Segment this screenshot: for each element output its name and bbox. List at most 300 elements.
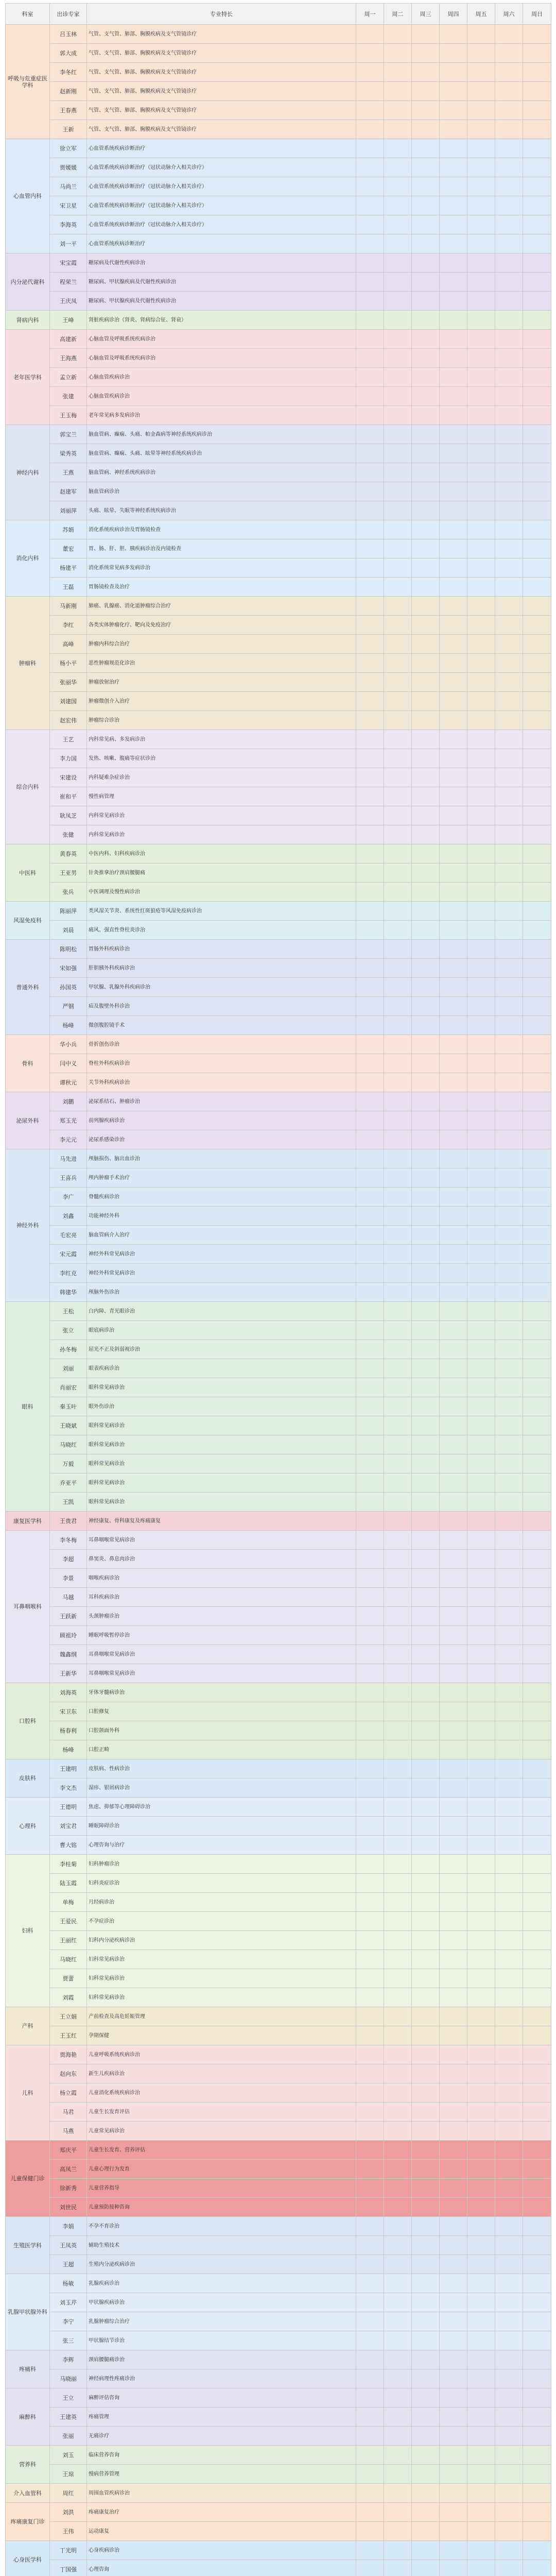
doctor-cell: 丁光明 [50,2541,87,2560]
schedule-slot [523,2312,551,2331]
schedule-slot [356,177,384,196]
schedule-slot [523,1111,551,1130]
table-row [6,749,551,768]
schedule-slot [495,120,523,139]
specialty-cell: 胃、肠、肝、胆、胰疾病诊治及内镜检查 [87,539,356,558]
schedule-slot [440,1759,467,1778]
schedule-slot [384,844,412,863]
schedule-slot [412,1683,440,1702]
schedule-slot [495,883,523,902]
specialty-cell: 颅脑外伤诊治 [87,1283,356,1302]
doctor-cell: 程荣兰 [50,273,87,292]
table-row [6,1130,551,1149]
schedule-slot [495,1283,523,1302]
schedule-slot [523,1988,551,2007]
schedule-slot [384,2312,412,2331]
schedule-slot [467,2236,495,2255]
schedule-slot [384,2408,412,2427]
schedule-slot [495,1778,523,1798]
table-row [6,1416,551,1435]
schedule-slot [412,883,440,902]
schedule-slot [356,2217,384,2236]
specialty-cell: 耳科疾病诊治 [87,1588,356,1607]
schedule-slot [356,1188,384,1207]
schedule-slot [384,558,412,578]
schedule-slot [495,1035,523,1054]
schedule-slot [467,1454,495,1473]
table-row [6,368,551,387]
schedule-slot [356,1473,384,1493]
schedule-slot [467,215,495,234]
schedule-slot [467,654,495,673]
col-header: 周一 [356,4,384,25]
doctor-cell: 郭大成 [50,44,87,63]
schedule-slot [412,654,440,673]
schedule-slot [412,863,440,883]
schedule-slot [495,330,523,349]
schedule-slot [523,1969,551,1988]
table-row [6,863,551,883]
doctor-cell: 王贵君 [50,1512,87,1531]
schedule-slot [523,1130,551,1149]
schedule-slot [412,273,440,292]
schedule-slot [384,2427,412,2446]
schedule-slot [356,558,384,578]
department-cell: 康复医学科 [6,1512,50,1531]
table-row [6,2484,551,2503]
specialty-cell: 脑血管病、癫痫、头痛、帕金森病等神经系统疾病诊治 [87,425,356,444]
schedule-slot [412,1111,440,1130]
schedule-slot [356,1454,384,1473]
table-row [6,2007,551,2026]
doctor-cell: 贾蕾 [50,1969,87,1988]
schedule-slot [384,730,412,749]
schedule-slot [384,1397,412,1416]
schedule-slot [467,2045,495,2064]
schedule-slot [440,902,467,921]
schedule-slot [356,1378,384,1397]
schedule-slot [412,1245,440,1264]
schedule-slot [440,2217,467,2236]
doctor-cell: 张三 [50,2331,87,2350]
schedule-slot [356,1702,384,1721]
specialty-cell: 神经外科常见病诊治 [87,1264,356,1283]
schedule-slot [440,2446,467,2465]
schedule-slot [384,2541,412,2560]
specialty-cell: 神经外科常见病诊治 [87,1245,356,1264]
department-cell: 普通外科 [6,940,50,1035]
schedule-slot [440,1740,467,1759]
schedule-slot [467,578,495,597]
schedule-slot [495,444,523,463]
schedule-slot [356,902,384,921]
department-cell: 疼痛科 [6,2350,50,2388]
schedule-slot [495,1664,523,1683]
schedule-slot [412,1340,440,1359]
schedule-slot [384,158,412,177]
schedule-slot [495,1721,523,1740]
schedule-slot [495,1607,523,1626]
specialty-cell: 耳鼻咽喉常见病诊治 [87,1664,356,1683]
schedule-slot [467,2083,495,2103]
schedule-slot [356,349,384,368]
schedule-slot [356,2045,384,2064]
doctor-cell: 马越 [50,1588,87,1607]
table-row [6,1550,551,1569]
schedule-slot [356,2007,384,2026]
schedule-slot [356,1969,384,1988]
schedule-slot [356,2274,384,2293]
table-row [6,2217,551,2236]
schedule-slot [467,2293,495,2312]
specialty-cell: 心血管系统疾病诊断治疗 [87,234,356,253]
schedule-slot [467,444,495,463]
schedule-slot [523,2026,551,2045]
table-row [6,82,551,101]
table-row [6,1493,551,1512]
schedule-slot [384,2103,412,2122]
doctor-cell: 王峰 [50,311,87,330]
table-row [6,1283,551,1302]
schedule-slot [440,2160,467,2179]
schedule-slot [467,1435,495,1454]
department-cell: 中医科 [6,844,50,902]
schedule-slot [356,2503,384,2522]
schedule-slot [495,1931,523,1950]
schedule-slot [384,1416,412,1435]
schedule-slot [440,654,467,673]
schedule-slot [440,1416,467,1435]
schedule-slot [467,2217,495,2236]
schedule-slot [440,2427,467,2446]
schedule-slot [384,120,412,139]
schedule-slot [523,2045,551,2064]
department-cell: 心理科 [6,1798,50,1855]
table-row [6,1759,551,1778]
schedule-slot [412,2312,440,2331]
doctor-cell: 马晓红 [50,1950,87,1969]
department-cell: 呼吸与危重症医学科 [6,25,50,139]
schedule-slot [523,2160,551,2179]
schedule-slot [440,425,467,444]
schedule-slot [384,2064,412,2083]
schedule-slot [440,1683,467,1702]
table-row [6,2331,551,2350]
schedule-slot [467,139,495,158]
table-row [6,2446,551,2465]
specialty-cell: 眼表疾病诊治 [87,1359,356,1378]
table-row [6,2274,551,2293]
schedule-slot [495,2541,523,2560]
schedule-slot [440,253,467,273]
schedule-slot [384,2293,412,2312]
schedule-slot [523,616,551,635]
schedule-slot [467,2331,495,2350]
schedule-slot [412,1798,440,1817]
schedule-slot [384,1931,412,1950]
schedule-slot [384,1702,412,1721]
schedule-slot [467,2350,495,2369]
specialty-cell: 心脑血管及呼吸系统疾病诊治 [87,349,356,368]
schedule-slot [384,940,412,959]
specialty-cell: 气管、支气管、肺部、胸膜疾病及支气管镜诊疗 [87,82,356,101]
schedule-slot [440,2522,467,2541]
doctor-cell: 李红克 [50,1264,87,1283]
schedule-slot [523,2236,551,2255]
schedule-slot [412,1073,440,1092]
schedule-slot [523,1283,551,1302]
schedule-slot [495,787,523,806]
doctor-cell: 韩建华 [50,1283,87,1302]
schedule-slot [467,1988,495,2007]
schedule-slot [440,1836,467,1855]
specialty-cell: 气管、支气管、肺部、胸膜疾病及支气管镜诊疗 [87,63,356,82]
schedule-slot [523,158,551,177]
doctor-cell: 陈丽萍 [50,902,87,921]
col-header: 周四 [440,4,467,25]
schedule-slot [467,311,495,330]
schedule-slot [440,825,467,844]
schedule-slot [440,1531,467,1550]
schedule-slot [440,330,467,349]
schedule-slot [523,844,551,863]
schedule-slot [412,1855,440,1874]
doctor-cell: 李桂菊 [50,1855,87,1874]
table-row [6,1664,551,1683]
doctor-cell: 耿凤芝 [50,806,87,825]
schedule-slot [523,2141,551,2160]
schedule-slot [412,444,440,463]
doctor-cell: 严钢 [50,997,87,1016]
schedule-slot [412,2541,440,2560]
schedule-slot [384,616,412,635]
schedule-slot [356,2255,384,2274]
schedule-slot [384,2198,412,2217]
specialty-cell: 脑血管病、癫痫、头痛、眩晕等神经系统疾病诊治 [87,444,356,463]
doctor-cell: 王磊 [50,578,87,597]
schedule-slot [412,2408,440,2427]
schedule-slot [412,2484,440,2503]
schedule-slot [495,1054,523,1073]
schedule-slot [495,406,523,425]
schedule-slot [467,1683,495,1702]
schedule-slot [523,501,551,520]
schedule-slot [412,215,440,234]
table-row [6,1245,551,1264]
schedule-slot [467,1664,495,1683]
schedule-slot [384,2369,412,2388]
schedule-slot [440,539,467,558]
table-row [6,1912,551,1931]
schedule-slot [412,2064,440,2083]
schedule-slot [495,2427,523,2446]
specialty-cell: 关节外科疾病诊治 [87,1073,356,1092]
schedule-slot [523,1416,551,1435]
schedule-slot [523,2465,551,2484]
schedule-slot [356,425,384,444]
schedule-slot [384,1473,412,1493]
schedule-slot [495,196,523,215]
schedule-slot [440,558,467,578]
table-row [6,444,551,463]
department-cell: 心身医学科 [6,2541,50,2576]
schedule-slot [495,2045,523,2064]
schedule-slot [412,1569,440,1588]
doctor-cell: 王建明 [50,1759,87,1778]
doctor-cell: 王超 [50,2255,87,2274]
schedule-slot [495,1988,523,2007]
schedule-slot [412,63,440,82]
doctor-cell: 王玉梅 [50,406,87,425]
schedule-slot [384,711,412,730]
schedule-slot [495,292,523,311]
schedule-slot [412,902,440,921]
doctor-cell: 王立娟 [50,2007,87,2026]
specialty-cell: 胃肠外科疾病诊治 [87,940,356,959]
table-row [6,1054,551,1073]
schedule-slot [384,196,412,215]
schedule-slot [412,578,440,597]
schedule-slot [356,406,384,425]
schedule-slot [440,196,467,215]
schedule-slot [495,978,523,997]
schedule-slot [356,311,384,330]
schedule-slot [467,1550,495,1569]
schedule-slot [412,787,440,806]
schedule-slot [495,1130,523,1149]
schedule-slot [412,921,440,940]
schedule-slot [356,63,384,82]
schedule-slot [356,1054,384,1073]
schedule-slot [523,1874,551,1893]
schedule-slot [467,482,495,501]
schedule-slot [523,921,551,940]
doctor-cell: 杨敏 [50,2274,87,2293]
table-row [6,1454,551,1473]
schedule-slot [384,311,412,330]
doctor-cell: 赵向东 [50,2064,87,2083]
schedule-slot [440,1931,467,1950]
schedule-slot [356,1149,384,1168]
schedule-slot [356,501,384,520]
schedule-slot [467,2007,495,2026]
schedule-slot [412,1645,440,1664]
doctor-cell: 王春燕 [50,101,87,120]
schedule-slot [412,520,440,539]
schedule-slot [356,978,384,997]
table-row [6,2064,551,2083]
specialty-cell: 眼外伤诊治 [87,1397,356,1416]
specialty-cell: 鼻窦炎、鼻息肉诊治 [87,1550,356,1569]
schedule-slot [412,2236,440,2255]
table-row [6,1645,551,1664]
schedule-slot [523,2388,551,2408]
schedule-slot [467,2388,495,2408]
schedule-slot [523,749,551,768]
specialty-cell: 胃肠镜检查及治疗 [87,578,356,597]
schedule-slot [412,692,440,711]
schedule-slot [384,1207,412,1226]
schedule-slot [467,1912,495,1931]
schedule-slot [523,82,551,101]
doctor-cell: 徐立军 [50,139,87,158]
schedule-slot [412,635,440,654]
schedule-slot [412,2503,440,2522]
doctor-cell: 宋卫星 [50,196,87,215]
schedule-slot [495,253,523,273]
schedule-slot [356,2408,384,2427]
doctor-cell: 王新 [50,120,87,139]
schedule-slot [467,2026,495,2045]
table-row [6,2312,551,2331]
schedule-slot [384,2350,412,2369]
doctor-cell: 李海英 [50,215,87,234]
schedule-slot [384,2465,412,2484]
specialty-cell: 心脑血管及呼吸系统疾病诊治 [87,330,356,349]
department-cell: 麻醉科 [6,2388,50,2446]
schedule-slot [467,1740,495,1759]
schedule-slot [356,863,384,883]
schedule-slot [467,2560,495,2576]
schedule-slot [384,1912,412,1931]
schedule-slot [467,387,495,406]
schedule-slot [384,1359,412,1378]
schedule-slot [384,1454,412,1473]
specialty-cell: 头痛、眩晕、失眠等神经系统疾病诊治 [87,501,356,520]
schedule-slot [384,139,412,158]
table-row [6,730,551,749]
schedule-slot [523,1664,551,1683]
schedule-slot [356,2122,384,2141]
schedule-slot [440,2541,467,2560]
specialty-cell: 脊髓疾病诊治 [87,1188,356,1207]
schedule-slot [356,1550,384,1569]
schedule-slot [523,2274,551,2293]
schedule-slot [384,1283,412,1302]
schedule-slot [523,2103,551,2122]
schedule-slot [495,2560,523,2576]
schedule-slot [523,1893,551,1912]
specialty-cell: 心身疾病诊治 [87,2541,356,2560]
schedule-slot [412,711,440,730]
table-row [6,1778,551,1798]
schedule-slot [412,2179,440,2198]
schedule-slot [523,1245,551,1264]
schedule-slot [495,1836,523,1855]
col-header: 周日 [523,4,551,25]
schedule-slot [440,368,467,387]
schedule-slot [523,425,551,444]
schedule-slot [467,1035,495,1054]
schedule-slot [384,234,412,253]
schedule-slot [440,44,467,63]
table-row [6,1111,551,1130]
schedule-body [6,25,551,2576]
specialty-cell: 眼科常见病诊治 [87,1416,356,1435]
schedule-slot [495,1969,523,1988]
schedule-slot [384,1149,412,1168]
table-row [6,292,551,311]
specialty-cell: 眼科常见病诊治 [87,1378,356,1397]
doctor-cell: 王亚男 [50,863,87,883]
specialty-cell: 临床营养咨询 [87,2446,356,2465]
schedule-slot [523,406,551,425]
schedule-slot [440,1188,467,1207]
schedule-slot [495,2179,523,2198]
schedule-slot [467,1798,495,1817]
schedule-slot [495,1454,523,1473]
schedule-slot [412,2160,440,2179]
